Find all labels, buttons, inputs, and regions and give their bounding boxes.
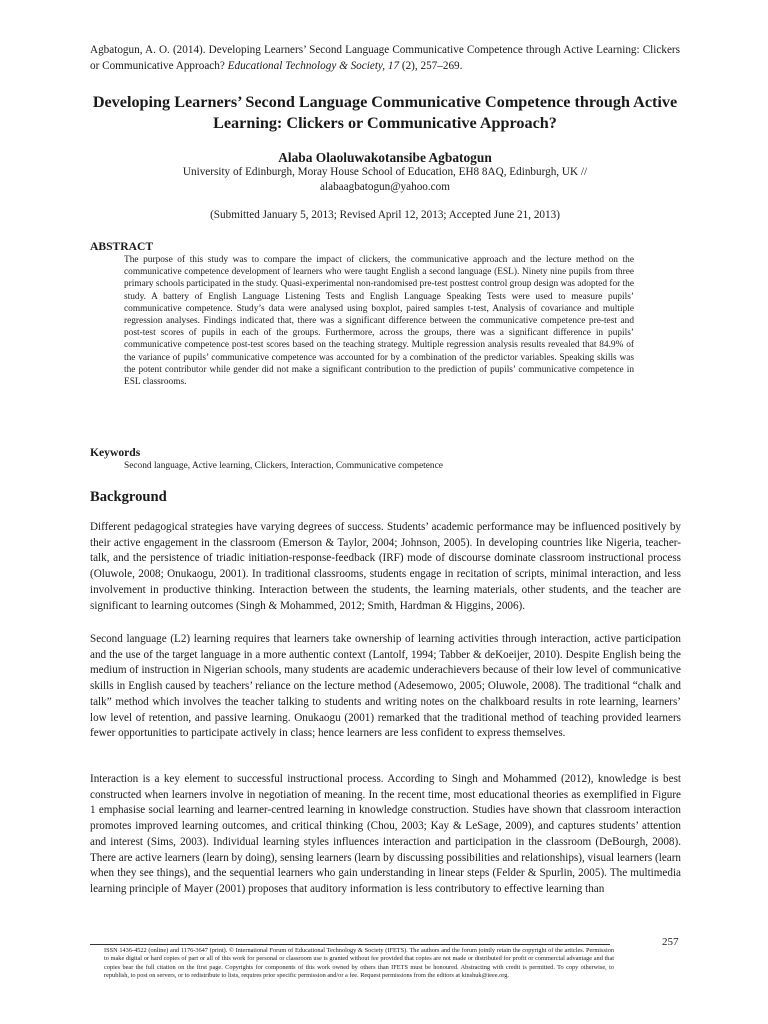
- body-paragraph: Second language (L2) learning requires that learners take ownership of learning activities through interaction, active participation and the use of the target language in a more authentic context (Lantolf, 1994; Tabber & deKoeijer, 2010). Despite English being the medium of instruction in Nigerian schools, many students are academic underachievers because of their low level of communicative skills in English caused by teachers’ reliance on the lecture method (Adesemowo, 2005; Oluwole, 2008). The traditional “chalk and talk” method which involves the teacher talking to students and writing notes on the chalkboard results in rote learning, learners’ low level of retention, and passive learning. Onukaogu (2001) remarked that the traditional method of teaching provided learners fewer opportunities to participate actively in class; hence learners are less confident to express themselves.: [90, 633, 681, 740]
- affiliation-line: University of Edinburgh, Moray House School of Education, EH8 8AQ, Edinburgh, UK //: [182, 166, 588, 178]
- issue-pages: (2), 257–269.: [401, 60, 463, 72]
- paper-title: Developing Learners’ Second Language Communicative Competence through Active Learning: Clickers or Communicative Approach?: [92, 93, 678, 132]
- author-name: Alaba Olaoluwakotansibe Agbatogun: [278, 150, 492, 165]
- author-affiliation: [90, 165, 680, 195]
- body-paragraph: Different pedagogical strategies have varying degrees of success. Students’ academic performance may be influenced positively by their active engagement in the classroom (Emerson & Taylor, 2004; Johnson, 2005). In developing countries like Nigeria, teacher-talk, and the persistence of triadic initiation-response-feedback (IRF) mode of discourse dominate classroom instructional process (Oluwole, 2008; Onukaogu, 2001). In traditional classrooms, students engage in recitation of scripts, minimal interaction, and less involvement in productive thinking. Interaction between the students, the learning materials, other students, and the teacher are significant to learning outcomes (Singh & Mohammed, 2012; Smith, Hardman & Higgins, 2006).: [90, 521, 681, 612]
- footer-divider: [90, 944, 610, 945]
- copyright-footer: ISSN 1436-4522 (online) and 1176-3647 (print). © International Forum of Educational Technology & Society (IFETS). The authors and the forum jointly retain the copyright of the articles. Permission to make digital or hard copies of part or all of this work for personal or classroom use is granted without fee provided that copies are not made or distributed for profit or commercial advantage and that copies bear the full citation on the first page. Copyrights for components of this work owned by others than IFETS must be honoured. Abstracting with credit is permitted. To copy otherwise, to republish, to post on servers, or to redistribute to lists, requires prior specific permission and/or a fee. Request permissions from the editors at kinshuk@ieee.org.: [104, 947, 614, 980]
- citation-text: Agbatogun, A. O. (2014). Developing Learners’ Second Language Communicative Competence through Active Learning: Clickers or Communicative Approach?: [90, 44, 680, 72]
- background-heading: Background: [90, 489, 167, 505]
- citation-header: [90, 42, 680, 74]
- keywords-heading: Keywords: [90, 446, 141, 459]
- page-number: 257: [662, 936, 679, 948]
- submission-dates: (Submitted January 5, 2013; Revised April 12, 2013; Accepted June 21, 2013): [210, 209, 560, 221]
- body-paragraph: Interaction is a key element to successful instructional process. According to Singh and Mohammed (2012), knowledge is best constructed when learners involve in negotiation of meaning. In the recent time, most educational theories as exemplified in Figure 1 emphasise social learning and learner-centred learning in knowledge construction. Studies have shown that classroom interaction promotes improved learning outcomes, and critical thinking (Chou, 2003; Kay & LeSage, 2009), and captures students’ attention and interest (Sims, 2003). Individual learning styles influences interaction and participation in the classroom (DeBourgh, 2008). There are active learners (learn by doing), sensing learners (learn by discussing possibilities and relationships), visual learners (learn when they see things), and the sequential learners who gain understanding in linear steps (Felder & Spurlin, 2005). The multimedia learning principle of Mayer (2001) proposes that auditory information is less contributory to effective learning than: [90, 773, 681, 895]
- journal-name: Educational Technology & Society, 17: [227, 60, 400, 72]
- keywords-text: Second language, Active learning, Clickers, Interaction, Communicative competence: [124, 461, 443, 471]
- author-email[interactable]: alabaagbatogun@yahoo.com: [320, 181, 450, 193]
- abstract-text: The purpose of this study was to compare the impact of clickers, the communicative approach and the lecture method on the communicative competence development of learners who were taught English a second language (ESL). Ninety nine pupils from three primary schools participated in the study. Quasi-experimental non-randomised pre-test posttest control group design was adopted for the study. A battery of English Language Listening Tests and English Language Speaking Tests were used to measure pupils’ communicative competence. Study’s data were analysed using boxplot, paired samples t-test, Analysis of covariance and multiple regression analyses. Findings indicated that, there was a significant difference between the communicative competence pre-test and post-test scores of pupils in each of the groups. Furthermore, across the groups, there was a significant difference in pupils’ communicative competence post-test scores based on the teaching strategy. Multiple regression analysis results revealed that 84.9% of the variance of pupils’ communicative competence was accounted for by a combination of the predictor variables. Speaking skills was the potent contributor while gender did not make a significant contribution to the prediction of pupils’ communicative competence in ESL classrooms.: [124, 255, 634, 388]
- abstract-heading: ABSTRACT: [90, 240, 154, 253]
